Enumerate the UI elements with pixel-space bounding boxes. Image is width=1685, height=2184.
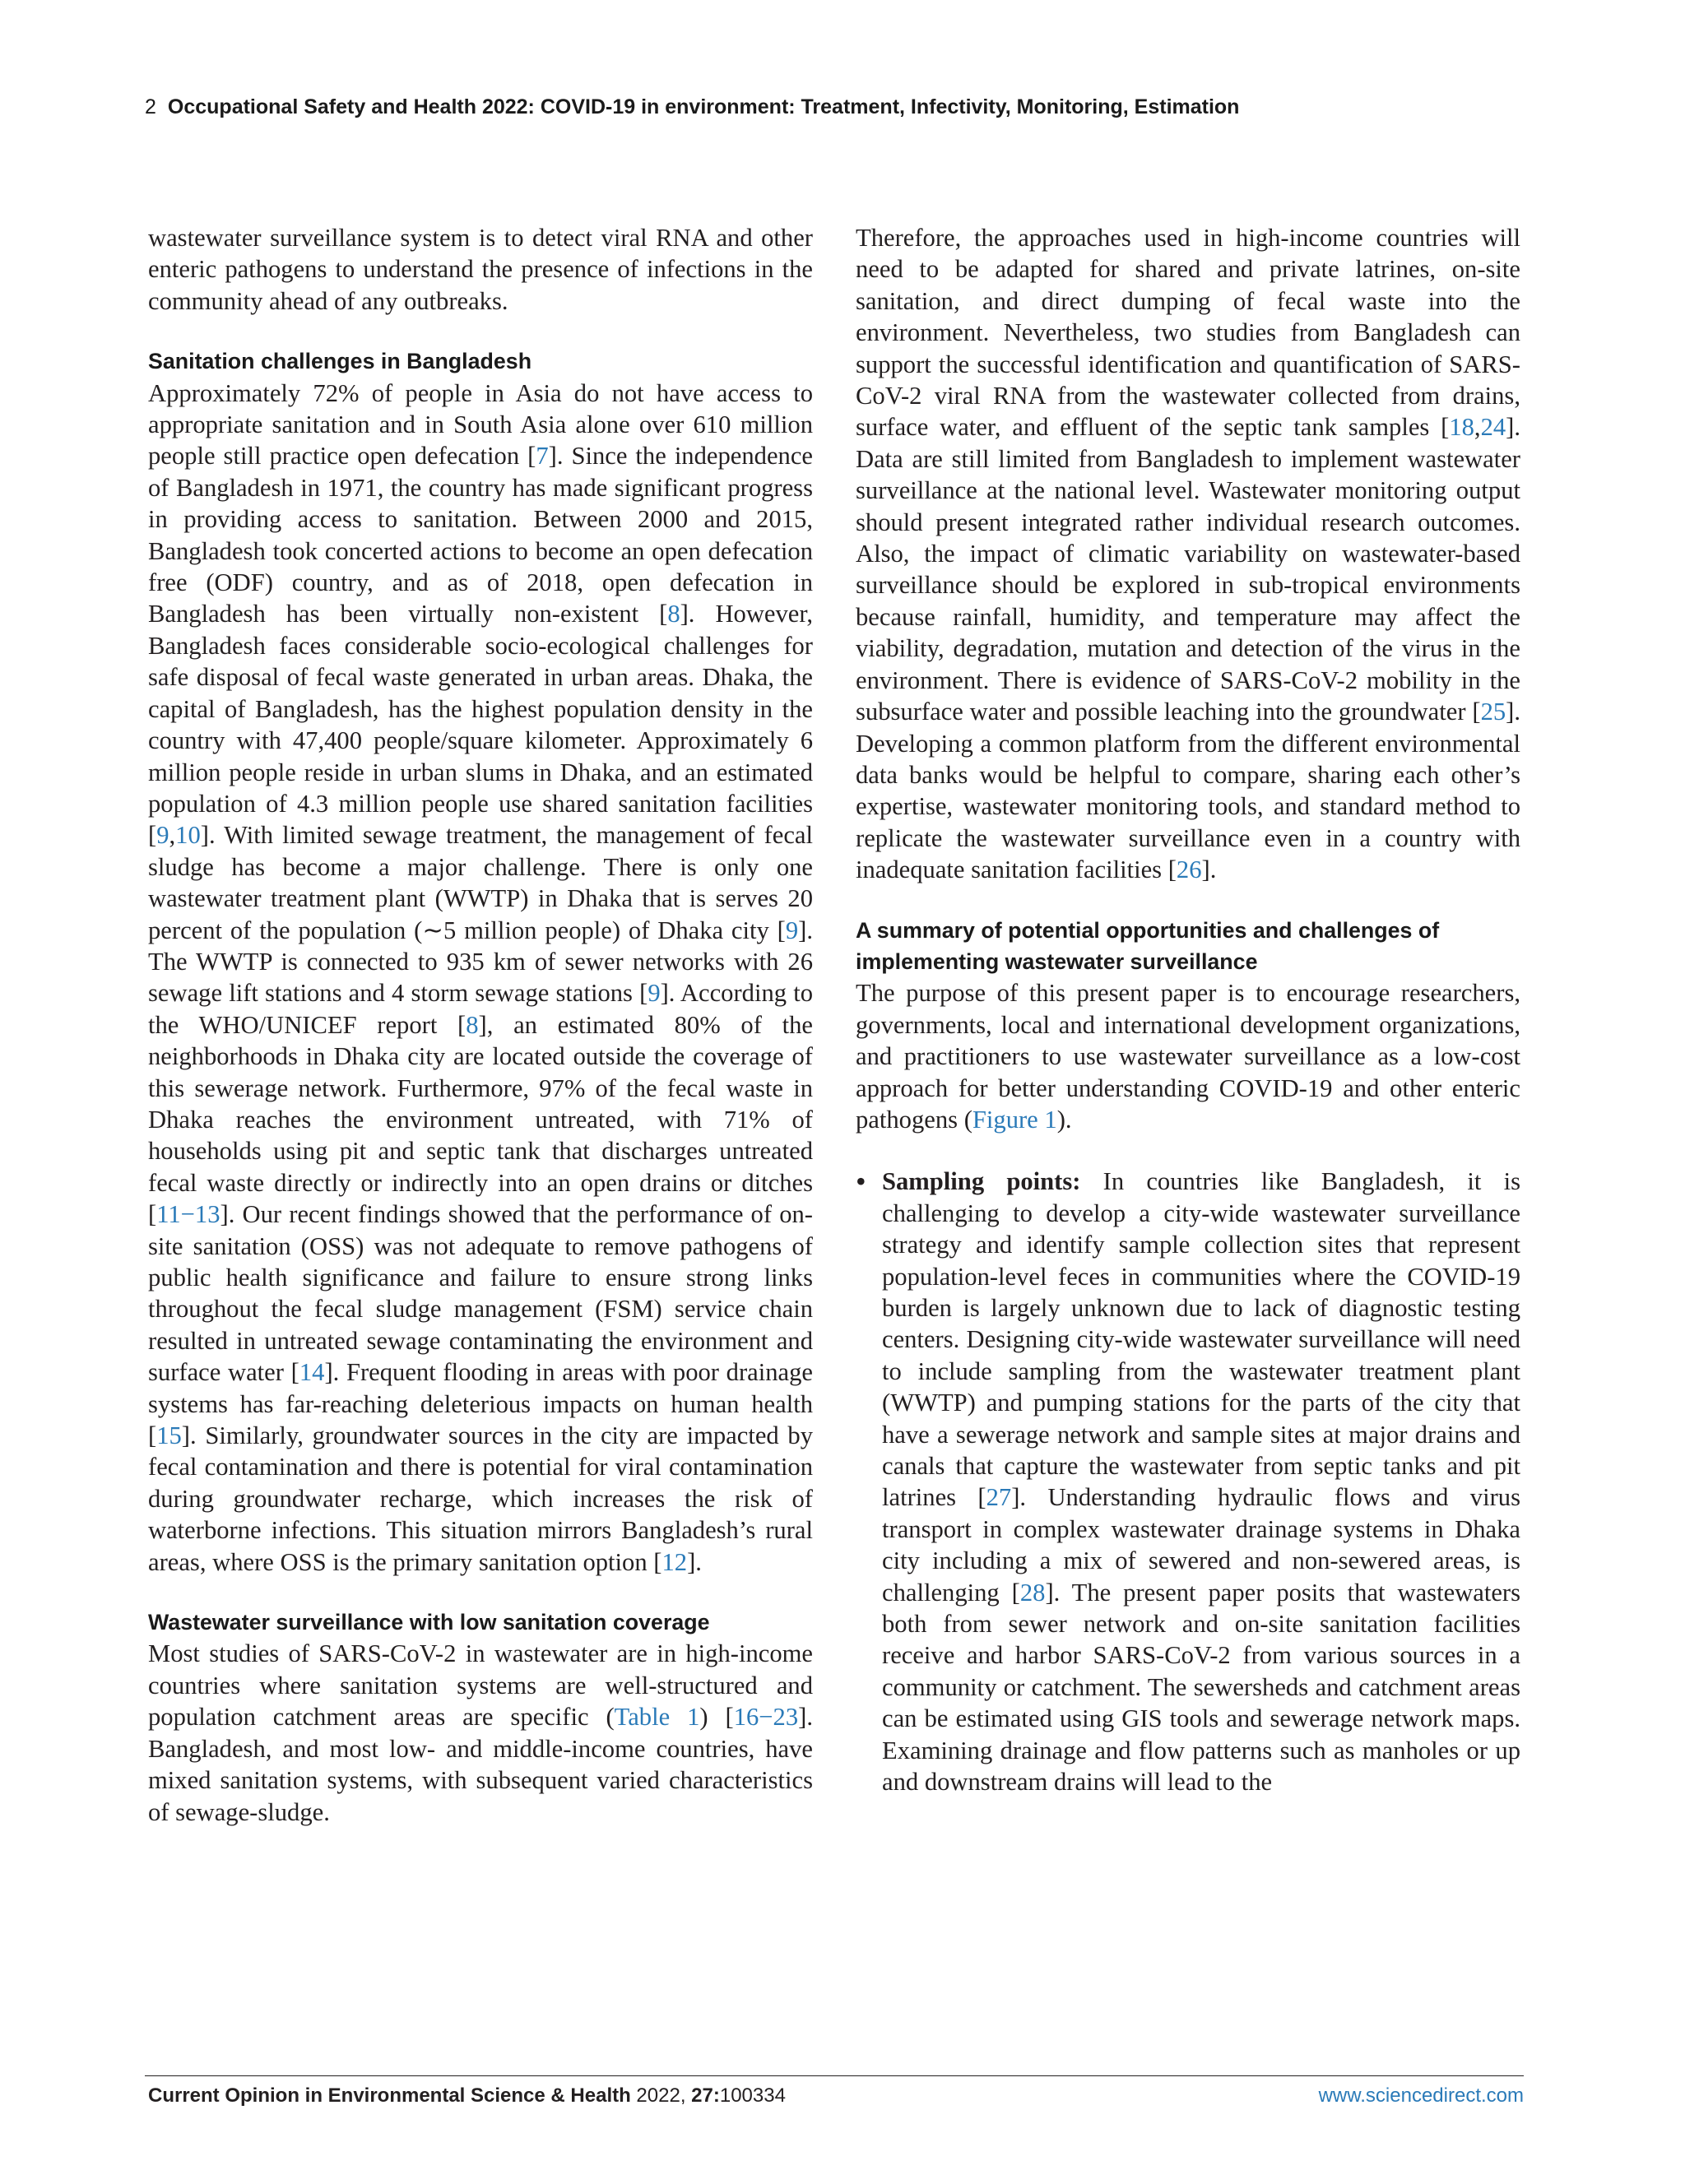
- journal-name: Current Opinion in Environmental Science & Health: [148, 2084, 631, 2107]
- citation-link[interactable]: 7: [536, 442, 549, 471]
- citation-link[interactable]: 24: [1480, 413, 1506, 442]
- citation-link[interactable]: 8: [466, 1010, 479, 1039]
- section-heading-opportunities-challenges: A summary of potential opportunities and challenges of implementing wastewater surveillance: [856, 917, 1440, 974]
- sanitation-challenges-paragraph: Approximately 72% of people in Asia do not have access to appropriate sanitation and in South Asia alone over 610 million people still practice open defecation [7]. Since the independence of Bangladesh in 1971, the country has made significant progress in providing access to sanitation. Between 2000 and 2015, Bangladesh took concerted actions to become an open defecation free (ODF) country, and as of 2018, open defecation in Bangladesh has been virtually non-existent [8]. However, Bangladesh faces considerable socio-ecological challenges for safe disposal of fecal waste generated in urban areas. Dhaka, the capital of Bangladesh, has the highest population density in the country with 47,400 people/square kilometer. Approximately 6 million people reside in urban slums in Dhaka, and an estimated population of 4.3 million people use shared sanitation facilities [9,10]. With limited sewage treatment, the management of fecal sludge has become a major challenge. There is only one wastewater treatment plant (WWTP) in Dhaka that is serves 20 percent of the population (∼5 million people) of Dhaka city [9]. The WWTP is connected to 935 km of sewer networks with 26 sewage lift stations and 4 storm sewage stations [9]. According to the WHO/UNICEF report [8], an estimated 80% of the neighborhoods in Dhaka city are located outside the coverage of this sewerage network. Furthermore, 97% of the fecal waste in Dhaka reaches the environment untreated, with 71% of households using pit and septic tank that discharges untreated fecal waste directly or indirectly into an open drains or ditches [11−13]. Our recent findings showed that the performance of on-site sanitation (OSS) was not adequate to remove pathogens of public health significance and failure to ensure strong links throughout the fecal sludge management (FSM) service chain resulted in untreated sewage contaminating the environment and surface water [14]. Frequent flooding in areas with poor drainage systems has far-reaching deleterious impacts on human health [15]. Similarly, groundwater sources in the city are impacted by fecal contamination and there is potential for viral contamination during groundwater recharge, which increases the risk of waterborne infections. This situation mirrors Bangladesh’s rural areas, where OSS is the primary sanitation option [12].: [148, 378, 813, 1576]
- citation-link[interactable]: 9: [648, 979, 661, 1008]
- citation-link[interactable]: 14: [299, 1358, 325, 1387]
- citation-link[interactable]: 12: [661, 1547, 688, 1576]
- running-header: [145, 95, 1543, 119]
- opportunities-paragraph: The purpose of this present paper is to encourage researchers, governments, local and international development organizations, and practitioners to use wastewater surveillance as a low-cost approach for better understanding COVID-19 and other enteric pathogens (Figure 1).: [856, 979, 1520, 1134]
- citation-link[interactable]: 28: [1019, 1578, 1046, 1607]
- citation-link[interactable]: 15: [156, 1421, 182, 1450]
- footer-divider: [145, 2075, 1524, 2076]
- list-item: • Sampling points: In countries like Bangladesh, it is challenging to develop a city-wide wastewater surveillance strategy and identify sample collection sites that represent population-level feces in communities where the COVID-19 burden is largely unknown due to lack of diagnostic testing centers. Designing city-wide wastewater surveillance will need to include sampling from the wastewater treatment plant (WWTP) and pumping stations for the parts of the city that have a sewerage network and sample sites at major drains and canals that capture the wastewater from septic tanks and pit latrines [27]. Understanding hydraulic flows and virus transport in complex wastewater drainage systems in Dhaka city including a mix of sewered and non-sewered areas, is challenging [28]. The present paper posits that wastewaters both from sewer network and on-site sanitation facilities receive and harbor SARS-CoV-2 from various sources in a community or catchment. The sewersheds and catchment areas can be estimated using GIS tools and sewerage network maps. Examining drainage and flow patterns such as manholes or up and downstream drains will lead to the: [856, 1166, 1520, 1797]
- citation-link[interactable]: 10: [175, 821, 201, 850]
- article-number: 100334: [719, 2084, 786, 2107]
- citation-link[interactable]: 16−23: [733, 1703, 799, 1732]
- figure-link[interactable]: Figure 1: [972, 1105, 1057, 1134]
- table-link[interactable]: Table 1: [614, 1703, 700, 1732]
- citation-link[interactable]: 11−13: [156, 1200, 220, 1229]
- left-column: [148, 222, 813, 1828]
- page-number: 2: [145, 95, 156, 118]
- citation-link[interactable]: 25: [1480, 698, 1506, 726]
- section-heading-sanitation-challenges: Sanitation challenges in Bangladesh: [148, 349, 532, 374]
- journal-citation: Current Opinion in Environmental Science & Health 2022, 27:100334: [148, 2084, 786, 2107]
- bullet-label: Sampling points:: [882, 1167, 1081, 1196]
- citation-link[interactable]: 9: [156, 821, 169, 850]
- citation-link[interactable]: 18: [1449, 413, 1474, 442]
- citation-link[interactable]: 26: [1176, 856, 1202, 884]
- wastewater-surveillance-paragraph: Most studies of SARS-CoV-2 in wastewater are in high-income countries where sanitation systems are well-structured and population catchment areas are specific (Table 1) [16−23]. Bangladesh, and most low- and middle-income countries, have mixed sanitation systems, with subsequent varied characteristics of sewage-sludge.: [148, 1639, 813, 1826]
- citation-link[interactable]: 9: [785, 916, 799, 944]
- citation-link[interactable]: 27: [986, 1483, 1012, 1512]
- section-heading-wastewater-surveillance: Wastewater surveillance with low sanitation coverage: [148, 1610, 710, 1635]
- publisher-url-link[interactable]: www.sciencedirect.com: [1318, 2084, 1524, 2107]
- right-column: [856, 222, 1520, 1798]
- intro-paragraph: wastewater surveillance system is to detect viral RNA and other enteric pathogens to understand the presence of infections in the community ahead of any outbreaks.: [148, 224, 813, 315]
- header-title: Occupational Safety and Health 2022: COVID-19 in environment: Treatment, Infectivity, Monitoring, Estimation: [167, 95, 1240, 118]
- continuation-paragraph: Therefore, the approaches used in high-income countries will need to be adapted for shared and private latrines, on-site sanitation, and direct dumping of fecal waste into the environment. Nevertheless, two studies from Bangladesh can support the successful identification and quantification of SARS-CoV-2 viral RNA from the wastewater collected from drains, surface water, and effluent of the septic tank samples [18,24]. Data are still limited from Bangladesh to implement wastewater surveillance at the national level. Wastewater monitoring output should present integrated rather individual research outcomes. Also, the impact of climatic variability on wastewater-based surveillance should be explored in sub-tropical environments because rainfall, humidity, and temperature may affect the viability, degradation, mutation and detection of the virus in the environment. There is evidence of SARS-CoV-2 mobility in the subsurface water and possible leaching into the groundwater [25]. Developing a common platform from the different environmental data banks would be helpful to compare, sharing each other’s expertise, wastewater monitoring tools, and standard method to replicate the wastewater surveillance even in a country with inadequate sanitation facilities [26].: [856, 224, 1520, 884]
- citation-link[interactable]: 8: [667, 600, 680, 628]
- page-footer: [148, 2083, 1524, 2109]
- volume: 27:: [691, 2084, 720, 2107]
- bullet-list: [856, 1166, 1520, 1797]
